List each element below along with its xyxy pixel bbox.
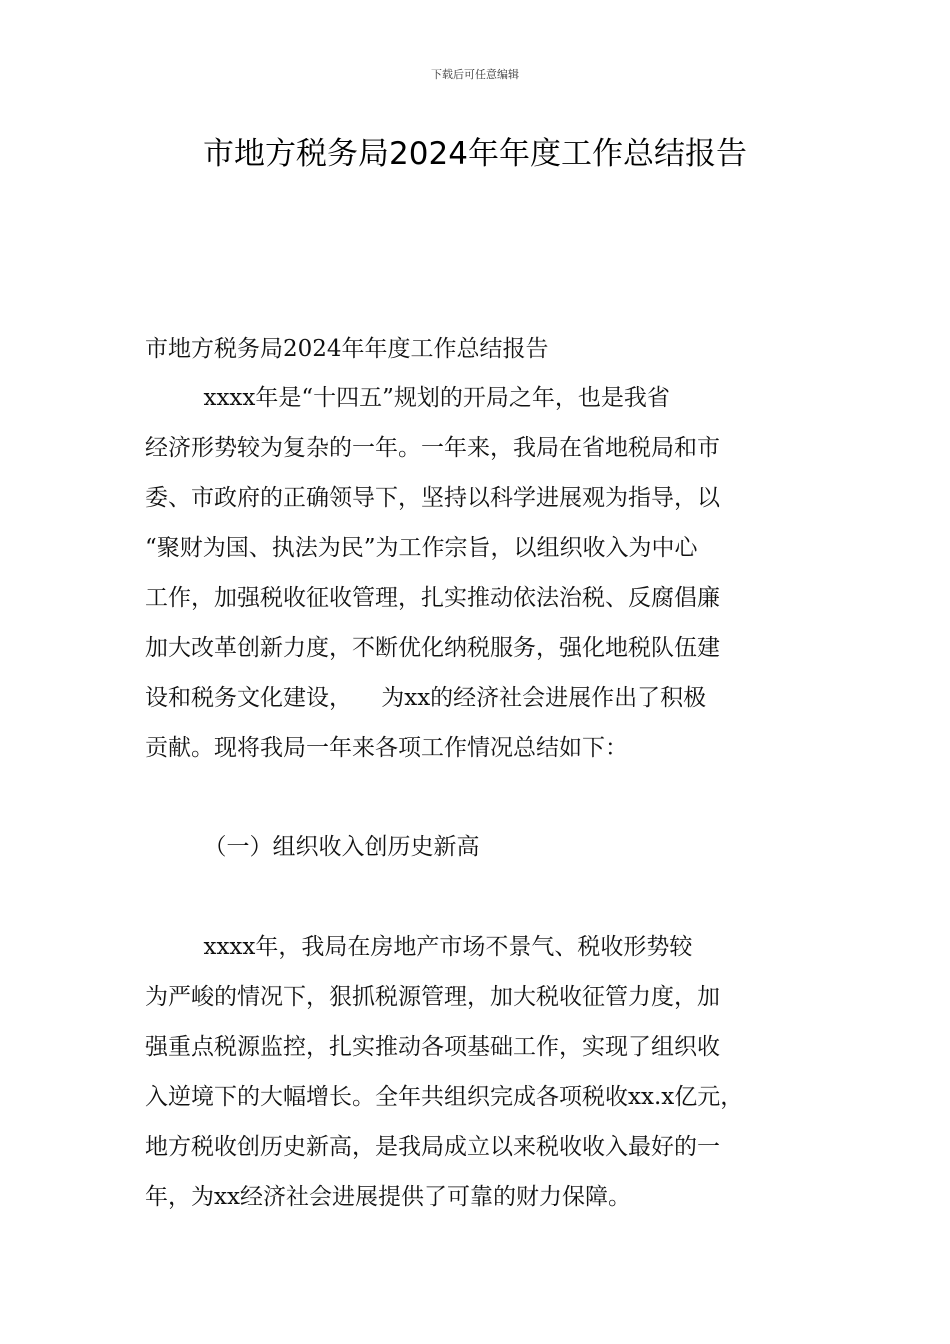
paragraph-line: 年，为xx经济社会进展提供了可靠的财力保障。	[145, 1184, 631, 1210]
paragraph-line: 委、市政府的正确领导下，坚持以科学进展观为指导，以	[145, 485, 720, 511]
intro-paragraph	[145, 373, 825, 773]
subtitle-text: 市地方税务局2024年年度工作总结报告	[145, 336, 549, 362]
paragraph-line: 为严峻的情况下，狠抓税源管理，加大税收征管力度，加	[145, 984, 720, 1010]
paragraph-line: 设和税务文化建设， 为xx的经济社会进展作出了积极	[145, 685, 707, 711]
paragraph-line: 贡献。现将我局一年来各项工作情况总结如下：	[145, 735, 628, 761]
paragraph-line: “聚财为国、执法为民”为工作宗旨，以组织收入为中心	[145, 535, 698, 561]
document-title: 市地方税务局2024年年度工作总结报告	[203, 136, 747, 172]
paragraph-line: 地方税收创历史新高，是我局成立以来税收收入最好的一	[145, 1134, 720, 1160]
paragraph-line: xxxx年是“十四五”规划的开局之年，也是我省	[145, 385, 670, 411]
paragraph-line: 工作，加强税收征收管理，扎实推动依法治税、反腐倡廉	[145, 585, 720, 611]
paragraph-line: 入逆境下的大幅增长。全年共组织完成各项税收xx.x亿元，	[145, 1084, 744, 1110]
revenue-paragraph	[145, 922, 825, 1222]
paragraph-line: 加大改革创新力度，不断优化纳税服务，强化地税队伍建	[145, 635, 720, 661]
paragraph-line: 强重点税源监控，扎实推动各项基础工作，实现了组织收	[145, 1034, 720, 1060]
paragraph-line: 经济形势较为复杂的一年。一年来，我局在省地税局和市	[145, 435, 720, 461]
section-heading	[145, 822, 825, 872]
section-heading-text: （一）组织收入创历史新高	[145, 834, 480, 860]
document-subtitle	[145, 324, 825, 374]
paragraph-line: xxxx年，我局在房地产市场不景气、税收形势较	[145, 934, 693, 960]
header-note: 下载后可任意编辑	[431, 68, 519, 81]
